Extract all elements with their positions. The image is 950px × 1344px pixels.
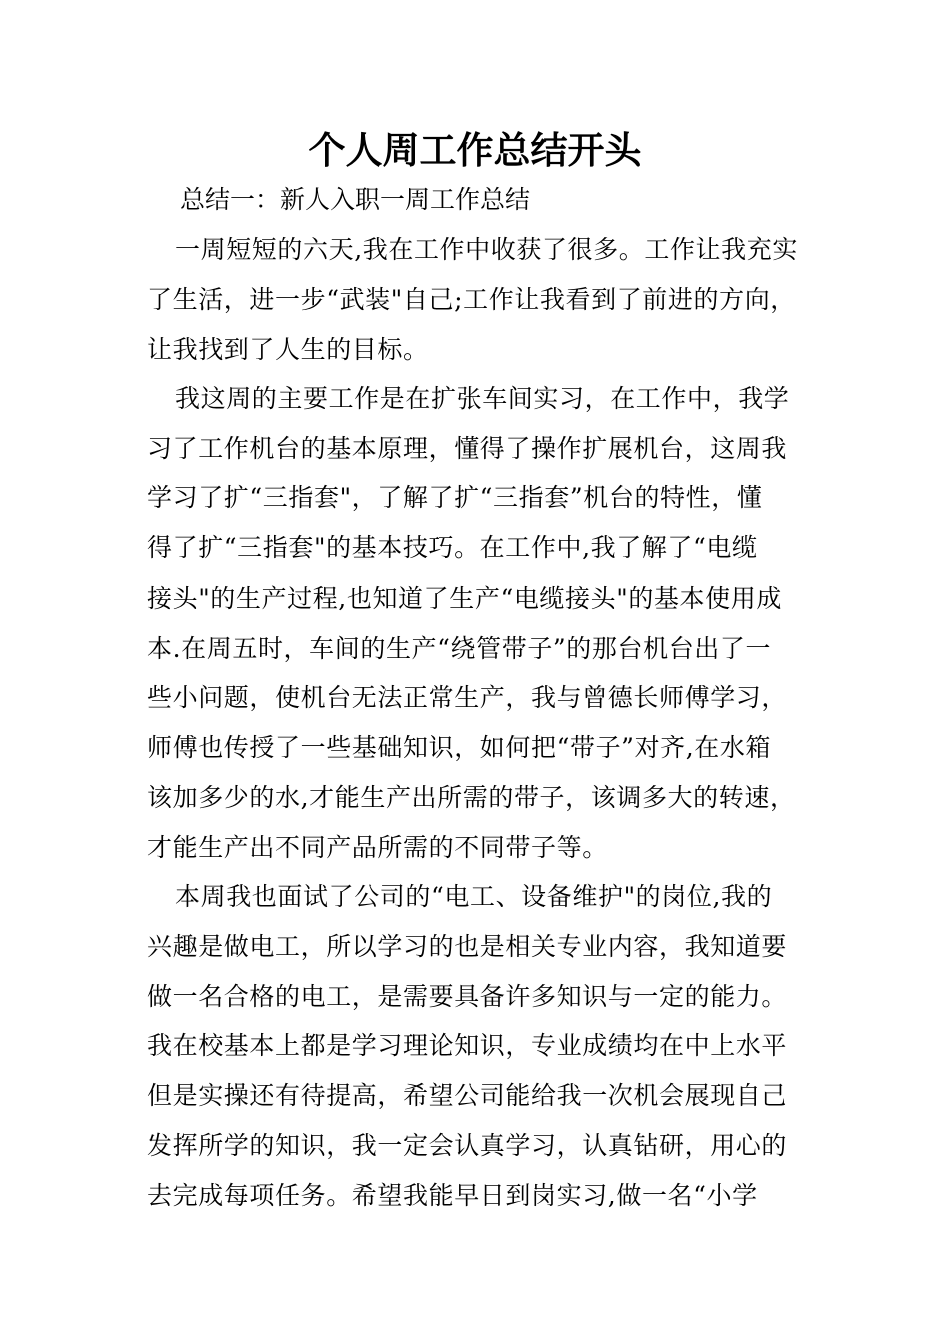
text-line: 该加多少的水,才能生产出所需的带子，该调多大的转速， [147, 783, 796, 812]
text-line: 接头"的生产过程,也知道了生产“电缆接头"的基本使用成 [147, 584, 782, 613]
text-line: 兴趣是做电工，所以学习的也是相关专业内容，我知道要 [147, 932, 788, 961]
document-subtitle: 总结一：新人入职一周工作总结 [180, 185, 531, 214]
document-title: 个人周工作总结开头 [308, 128, 642, 172]
text-line: 做一名合格的电工，是需要具备许多知识与一定的能力。 [147, 982, 788, 1011]
text-line: 去完成每项任务。希望我能早日到岗实习,做一名“小学 [147, 1181, 758, 1210]
text-line: 得了扩“三指套"的基本技巧。在工作中,我了解了“电缆 [147, 533, 758, 562]
text-line: 师傅也传授了一些基础知识，如何把“带子”对齐,在水箱 [147, 733, 772, 762]
text-line: 我在校基本上都是学习理论知识，专业成绩均在中上水平 [147, 1031, 788, 1060]
text-line: 习了工作机台的基本原理，懂得了操作扩展机台，这周我 [147, 434, 788, 463]
text-line: 但是实操还有待提高，希望公司能给我一次机会展现自己 [147, 1081, 788, 1110]
text-line: 些小问题，使机台无法正常生产，我与曾德长师傅学习， [147, 683, 788, 712]
text-line: 了生活，进一步“武装"自己;工作让我看到了前进的方向， [147, 285, 796, 314]
text-line: 一周短短的六天,我在工作中收获了很多。工作让我充实 [175, 235, 798, 264]
text-line: 我这周的主要工作是在扩张车间实习，在工作中，我学 [175, 384, 790, 413]
text-line: 学习了扩“三指套"，了解了扩“三指套”机台的特性，懂 [147, 483, 763, 512]
text-line: 本周我也面试了公司的“电工、设备维护"的岗位,我的 [175, 882, 773, 911]
text-line: 发挥所学的知识，我一定会认真学习，认真钻研，用心的 [147, 1131, 788, 1160]
text-line: 本.在周五时，车间的生产“绕管带子”的那台机台出了一 [147, 634, 772, 663]
text-line: 才能生产出不同产品所需的不同带子等。 [147, 833, 608, 862]
text-line: 让我找到了人生的目标。 [147, 335, 429, 364]
